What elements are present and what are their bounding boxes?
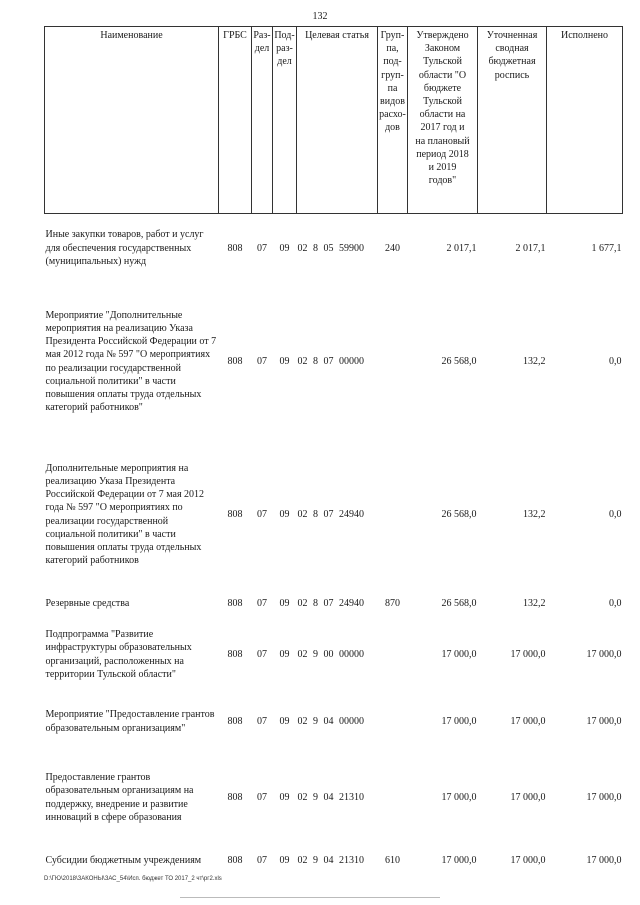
page-edge-line [180,897,440,898]
row-executed: 17 000,0 [586,715,622,727]
row-group [378,619,408,691]
row-grbs: 808 [227,648,243,660]
table-row [45,619,623,691]
row-name: Мероприятие "Предоставление грантов образовательным организациям" [45,709,215,734]
table-row [45,589,623,619]
header-podrazdel: Под- раз- дел [273,27,297,214]
row-refined: 17 000,0 [510,854,546,866]
table-row [45,843,623,879]
row-razdel: 07 [257,791,267,803]
row-target: 02 8 07 00000 [297,355,364,367]
row-razdel: 07 [257,355,267,367]
row-podrazdel: 09 [279,242,290,254]
page-number: 132 [312,11,328,22]
row-group [378,283,408,441]
row-razdel: 07 [257,597,267,609]
row-approved: 17 000,0 [441,791,477,803]
row-grbs: 808 [227,715,243,727]
row-grbs: 808 [227,242,243,254]
row-podrazdel: 09 [279,508,290,520]
row-razdel: 07 [257,648,267,660]
row-name: Мероприятие "Дополнительные мероприятия на реализацию Указа Президента Российской Федерации от 7 мая 2012 года № 597 "О мероприятиях по реализации государственной социальной политики" в части повышения оплаты труда отдельных категорий работников" [45,309,217,414]
header-target: Целевая статья [297,27,378,214]
header-executed: Исполнено [547,27,623,214]
row-refined: 132,2 [523,508,546,520]
row-executed: 0,0 [609,597,622,609]
row-name: Предоставление грантов образовательным организациям на поддержку, внедрение и развитие инноваций в сфере образования [45,772,194,823]
row-approved: 17 000,0 [441,854,477,866]
row-podrazdel: 09 [279,597,290,609]
row-podrazdel: 09 [279,355,290,367]
table-row [45,691,623,753]
row-razdel: 07 [257,508,267,520]
row-name: Дополнительные мероприятия на реализацию Указа Президента Российской Федерации от 7 мая 2012 года № 597 "О мероприятиях по реализации государственной социальной политики" в части повышения оплаты труда отдельных категорий работников [45,462,205,567]
row-approved: 17 000,0 [441,715,477,727]
row-target: 02 8 07 24940 [297,508,364,520]
row-grbs: 808 [227,854,243,866]
row-group: 240 [385,242,400,254]
row-refined: 132,2 [523,355,546,367]
row-target: 02 9 00 00000 [297,648,364,660]
row-podrazdel: 09 [279,791,290,803]
table-row [45,441,623,589]
row-executed: 17 000,0 [586,791,622,803]
table-row [45,283,623,441]
row-grbs: 808 [227,791,243,803]
row-refined: 2 017,1 [515,242,546,254]
row-executed: 1 677,1 [591,242,622,254]
header-name: Наименование [45,27,219,214]
row-approved: 26 568,0 [441,597,477,609]
header-group: Груп- па, под- груп- па видов расхо- дов [378,27,408,214]
row-executed: 17 000,0 [586,854,622,866]
table-row [45,214,623,283]
header-refined: Уточненная сводная бюджетная роспись [478,27,547,214]
row-podrazdel: 09 [279,854,290,866]
header-approved: Утверждено Законом Тульской области "О бюджете Тульской области на 2017 год и на плановый период 2018 и 2019 годов" [408,27,478,214]
file-path-footer: D:\ГЮ\2018\ЗАКОНЫ\ЗАС_54\Исп. бюджет ТО 2017_2 чт\рг2.xls [44,876,222,882]
row-refined: 17 000,0 [510,648,546,660]
row-executed: 17 000,0 [586,648,622,660]
row-group: 870 [385,597,400,609]
row-group [378,691,408,753]
row-podrazdel: 09 [279,715,290,727]
row-name: Резервные средства [45,597,130,609]
row-name: Субсидии бюджетным учреждениям [45,854,202,866]
row-razdel: 07 [257,242,267,254]
row-razdel: 07 [257,715,267,727]
row-approved: 2 017,1 [446,242,477,254]
row-target: 02 9 04 21310 [297,791,364,803]
row-refined: 17 000,0 [510,715,546,727]
row-refined: 17 000,0 [510,791,546,803]
row-refined: 132,2 [523,597,546,609]
row-razdel: 07 [257,854,267,866]
row-target: 02 9 04 21310 [297,854,364,866]
row-executed: 0,0 [609,355,622,367]
row-group [378,753,408,843]
row-group: 610 [385,854,400,866]
row-name: Иные закупки товаров, работ и услуг для обеспечения государственных (муниципальных) нужд [45,229,204,267]
table-row [45,753,623,843]
table-header-row [45,27,623,214]
row-grbs: 808 [227,508,243,520]
row-approved: 26 568,0 [441,508,477,520]
row-grbs: 808 [227,355,243,367]
row-target: 02 8 07 24940 [297,597,364,609]
row-approved: 17 000,0 [441,648,477,660]
row-approved: 26 568,0 [441,355,477,367]
row-grbs: 808 [227,597,243,609]
budget-table [44,26,623,879]
row-executed: 0,0 [609,508,622,520]
header-grbs: ГРБС [219,27,252,214]
header-razdel: Раз- дел [252,27,273,214]
row-target: 02 8 05 59900 [297,242,364,254]
row-name: Подпрограмма "Развитие инфраструктуры образовательных организаций, расположенных на территории Тульской области" [45,629,192,680]
row-podrazdel: 09 [279,648,290,660]
row-target: 02 9 04 00000 [297,715,364,727]
row-group [378,441,408,589]
